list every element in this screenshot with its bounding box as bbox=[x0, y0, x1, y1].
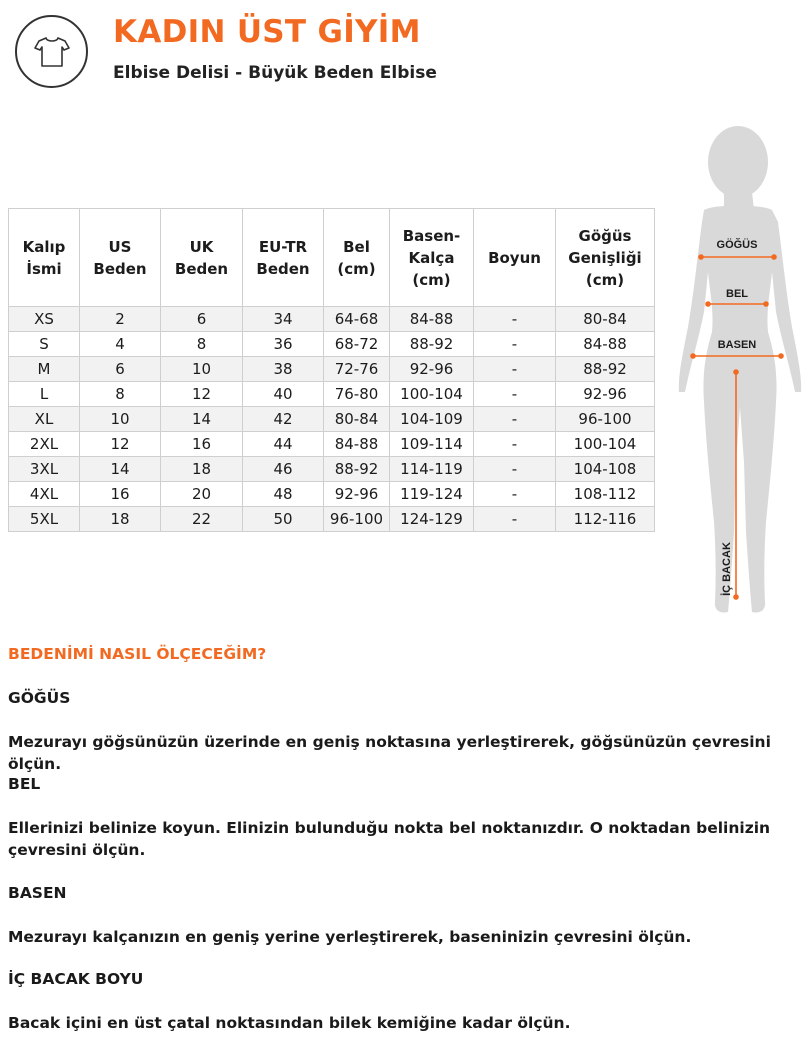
chest-label: GÖĞÜS bbox=[716, 239, 758, 251]
table-cell: - bbox=[474, 382, 556, 407]
page-subtitle: Elbise Delisi - Büyük Beden Elbise bbox=[113, 63, 437, 83]
table-cell: 16 bbox=[161, 432, 243, 457]
table-cell: - bbox=[474, 507, 556, 532]
table-cell: 3XL bbox=[9, 457, 80, 482]
header-cell: Göğüs Genişliği (cm) bbox=[556, 209, 655, 307]
inseam-label: İÇ BACAK bbox=[721, 542, 733, 596]
table-cell: 40 bbox=[243, 382, 324, 407]
table-cell: - bbox=[474, 357, 556, 382]
table-cell: 16 bbox=[80, 482, 161, 507]
table-row bbox=[9, 357, 655, 382]
table-cell: 50 bbox=[243, 507, 324, 532]
table-cell: - bbox=[474, 332, 556, 357]
table-cell: M bbox=[9, 357, 80, 382]
table-row bbox=[9, 382, 655, 407]
table-cell: 84-88 bbox=[556, 332, 655, 357]
table-cell: 68-72 bbox=[324, 332, 390, 357]
header-cell: UK Beden bbox=[161, 209, 243, 307]
table-cell: 38 bbox=[243, 357, 324, 382]
table-cell: 10 bbox=[161, 357, 243, 382]
table-cell: 88-92 bbox=[556, 357, 655, 382]
table-cell: 114-119 bbox=[390, 457, 474, 482]
table-cell: 84-88 bbox=[390, 307, 474, 332]
table-row bbox=[9, 482, 655, 507]
table-cell: 22 bbox=[161, 507, 243, 532]
table-cell: 100-104 bbox=[556, 432, 655, 457]
table-row bbox=[9, 307, 655, 332]
table-cell: 104-109 bbox=[390, 407, 474, 432]
hip-label: BASEN bbox=[717, 339, 757, 351]
table-row bbox=[9, 407, 655, 432]
page-title: KADIN ÜST GİYİM bbox=[113, 14, 421, 50]
table-cell: 44 bbox=[243, 432, 324, 457]
header-cell: Bel (cm) bbox=[324, 209, 390, 307]
table-cell: 8 bbox=[80, 382, 161, 407]
logo-badge bbox=[15, 15, 88, 88]
table-row bbox=[9, 432, 655, 457]
guide-heading-hip: BASEN bbox=[8, 884, 67, 902]
table-cell: - bbox=[474, 482, 556, 507]
table-cell: 14 bbox=[161, 407, 243, 432]
table-cell: 88-92 bbox=[390, 332, 474, 357]
table-cell: 92-96 bbox=[324, 482, 390, 507]
table-cell: - bbox=[474, 307, 556, 332]
table-cell: 76-80 bbox=[324, 382, 390, 407]
guide-text-chest: Mezurayı göğsünüzün üzerinde en geniş noktasına yerleştirerek, göğsünüzün çevresini ölçün. bbox=[8, 733, 771, 773]
table-body bbox=[9, 307, 655, 532]
body-measurement-figure bbox=[668, 122, 811, 622]
tshirt-icon bbox=[33, 35, 71, 69]
table-cell: 92-96 bbox=[556, 382, 655, 407]
guide-heading-chest: GÖĞÜS bbox=[8, 689, 71, 707]
body-silhouette bbox=[679, 126, 801, 613]
guide-text-hip: Mezurayı kalçanızın en geniş yerine yerleştirerek, baseninizin çevresini ölçün. bbox=[8, 928, 692, 946]
guide-title: BEDENİMİ NASIL ÖLÇECEĞİM? bbox=[8, 645, 267, 663]
table-cell: 2XL bbox=[9, 432, 80, 457]
table-cell: 10 bbox=[80, 407, 161, 432]
table-cell: 96-100 bbox=[556, 407, 655, 432]
guide-heading-inseam: İÇ BACAK BOYU bbox=[8, 970, 144, 988]
table-cell: 4XL bbox=[9, 482, 80, 507]
table-cell: 20 bbox=[161, 482, 243, 507]
guide-text-inseam: Bacak içini en üst çatal noktasından bilek kemiğine kadar ölçün. bbox=[8, 1014, 571, 1032]
table-cell: 100-104 bbox=[390, 382, 474, 407]
table-cell: 5XL bbox=[9, 507, 80, 532]
waist-label: BEL bbox=[726, 288, 748, 300]
table-cell: 48 bbox=[243, 482, 324, 507]
table-cell: 8 bbox=[161, 332, 243, 357]
table-cell: XS bbox=[9, 307, 80, 332]
header-cell: Basen- Kalça (cm) bbox=[390, 209, 474, 307]
size-table bbox=[8, 208, 655, 532]
table-cell: 80-84 bbox=[556, 307, 655, 332]
table-cell: 42 bbox=[243, 407, 324, 432]
table-cell: 109-114 bbox=[390, 432, 474, 457]
guide-heading-waist: BEL bbox=[8, 775, 41, 793]
table-cell: 119-124 bbox=[390, 482, 474, 507]
table-cell: 104-108 bbox=[556, 457, 655, 482]
table-cell: - bbox=[474, 457, 556, 482]
table-cell: 14 bbox=[80, 457, 161, 482]
header-cell: US Beden bbox=[80, 209, 161, 307]
table-cell: 88-92 bbox=[324, 457, 390, 482]
table-cell: 64-68 bbox=[324, 307, 390, 332]
table-row bbox=[9, 457, 655, 482]
table-cell: L bbox=[9, 382, 80, 407]
table-cell: 108-112 bbox=[556, 482, 655, 507]
table-cell: 112-116 bbox=[556, 507, 655, 532]
table-cell: - bbox=[474, 432, 556, 457]
table-cell: XL bbox=[9, 407, 80, 432]
table-cell: 12 bbox=[80, 432, 161, 457]
table-cell: 124-129 bbox=[390, 507, 474, 532]
table-cell: 92-96 bbox=[390, 357, 474, 382]
table-row bbox=[9, 332, 655, 357]
table-cell: 18 bbox=[161, 457, 243, 482]
table-cell: 2 bbox=[80, 307, 161, 332]
table-cell: 46 bbox=[243, 457, 324, 482]
header-cell: Boyun bbox=[474, 209, 556, 307]
table-cell: 72-76 bbox=[324, 357, 390, 382]
table-cell: 6 bbox=[161, 307, 243, 332]
table-cell: 36 bbox=[243, 332, 324, 357]
header-cell: Kalıp İsmi bbox=[9, 209, 80, 307]
table-header-row bbox=[9, 209, 655, 307]
table-cell: S bbox=[9, 332, 80, 357]
header-cell: EU-TR Beden bbox=[243, 209, 324, 307]
table-cell: 34 bbox=[243, 307, 324, 332]
table-cell: 6 bbox=[80, 357, 161, 382]
table-cell: 4 bbox=[80, 332, 161, 357]
table-cell: 84-88 bbox=[324, 432, 390, 457]
table-cell: 96-100 bbox=[324, 507, 390, 532]
guide-text-waist: Ellerinizi belinize koyun. Elinizin bulunduğu nokta bel noktanızdır. O noktadan belinizin çevresini ölçün. bbox=[8, 819, 771, 859]
table-cell: - bbox=[474, 407, 556, 432]
table-row bbox=[9, 507, 655, 532]
table-cell: 80-84 bbox=[324, 407, 390, 432]
table-cell: 18 bbox=[80, 507, 161, 532]
table-cell: 12 bbox=[161, 382, 243, 407]
